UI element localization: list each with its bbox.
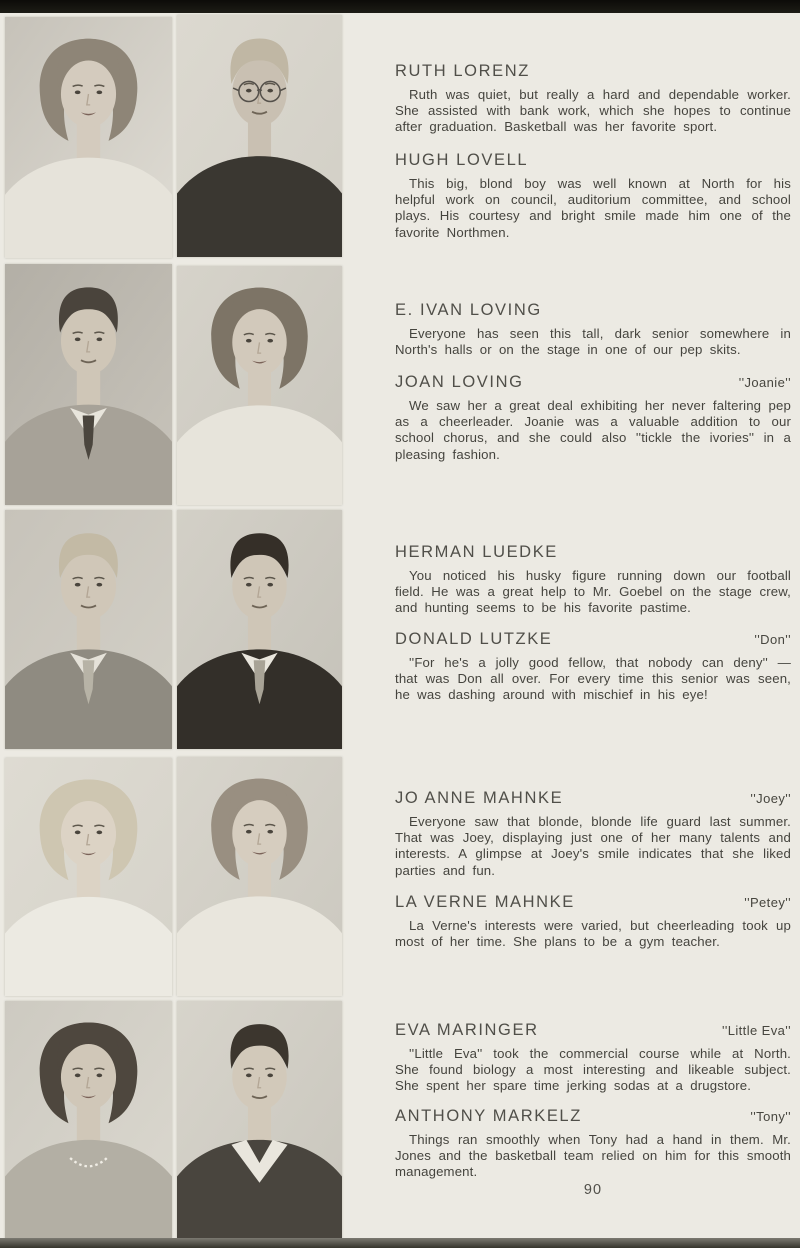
portrait-photo-hugh-lovell [177, 15, 342, 257]
entry-header [395, 893, 791, 912]
student-bio: You noticed his husky figure running down our football field. He was a great help to Mr. Goebel on the stage crew, and hunting seems to be his favorite pastime. [395, 568, 791, 616]
student-name: RUTH LORENZ [395, 62, 530, 80]
portrait-photo-ruth-lorenz [5, 17, 172, 258]
student-entry [395, 1021, 791, 1095]
entry-header [395, 630, 791, 649]
portrait-photo-la-verne-mahnke [177, 757, 342, 996]
student-entry [395, 543, 791, 617]
student-nickname: ''Joey'' [750, 791, 791, 806]
portrait-photo-herman-luedke [5, 510, 172, 749]
student-entry [395, 893, 791, 950]
scan-top-band [0, 0, 800, 13]
student-name: JOAN LOVING [395, 373, 524, 391]
student-bio: Everyone has seen this tall, dark senior somewhere in North's halls or on the stage in one of our pep skits. [395, 326, 791, 358]
portrait-photo-joan-loving [177, 266, 342, 505]
portrait-photo-jo-anne-mahnke [5, 758, 172, 996]
student-entry [395, 1107, 791, 1181]
entry-header [395, 373, 791, 392]
scan-bottom-band [0, 1238, 800, 1248]
student-nickname: ''Little Eva'' [721, 1023, 791, 1038]
portrait-photo-eva-maringer [5, 1001, 172, 1239]
student-name: JO ANNE MAHNKE [395, 789, 564, 807]
student-bio: La Verne's interests were varied, but cheerleading took up most of her time. She plans to be a gym teacher. [395, 918, 791, 950]
portrait-photo-donald-lutzke [177, 510, 342, 749]
entry-header [395, 1107, 791, 1126]
student-name: HUGH LOVELL [395, 151, 529, 169]
student-name: ANTHONY MARKELZ [395, 1107, 582, 1125]
student-entry [395, 789, 791, 879]
student-bio: This big, blond boy was well known at North for his helpful work on council, auditorium committee, and school plays. His courtesy and bright smile made him one of the favorite Northmen. [395, 176, 791, 240]
entry-header [395, 543, 791, 562]
student-nickname: ''Petey'' [744, 895, 791, 910]
entry-header [395, 1021, 791, 1040]
student-bio: Everyone saw that blonde, blonde life guard last summer. That was Joey, displaying just one of her many talents and interests. A glimpse at Joey's smile indicates that she liked parties and fun. [395, 814, 791, 878]
student-entry [395, 630, 791, 704]
student-entry [395, 62, 791, 136]
student-bio: ''For he's a jolly good fellow, that nobody can deny'' — that was Don all over. For every time this senior was seen, he was dashing around with mischief in his eye! [395, 655, 791, 703]
student-bio: ''Little Eva'' took the commercial course while at North. She found biology a most interesting and likeable subject. She spent her spare time jerking sodas at a drugstore. [395, 1046, 791, 1094]
student-nickname: ''Don'' [754, 632, 791, 647]
portrait-photo-anthony-markelz [177, 1001, 342, 1239]
student-entry [395, 151, 791, 241]
entry-header [395, 301, 791, 320]
student-nickname: ''Tony'' [750, 1109, 791, 1124]
student-name: HERMAN LUEDKE [395, 543, 558, 561]
student-name: LA VERNE MAHNKE [395, 893, 575, 911]
student-name: EVA MARINGER [395, 1021, 539, 1039]
entry-header [395, 151, 791, 170]
student-entry [395, 373, 791, 463]
student-name: E. IVAN LOVING [395, 301, 542, 319]
student-bio: Things ran smoothly when Tony had a hand in them. Mr. Jones and the basketball team relied on him for this smooth management. [395, 1132, 791, 1180]
student-entry [395, 301, 791, 358]
entry-header [395, 62, 791, 81]
student-name: DONALD LUTZKE [395, 630, 553, 648]
portrait-photo-e-ivan-loving [5, 264, 172, 505]
student-bio: Ruth was quiet, but really a hard and dependable worker. She assisted with bank work, which she hopes to continue after graduation. Basketball was her favorite sport. [395, 87, 791, 135]
entry-header [395, 789, 791, 808]
student-bio: We saw her a great deal exhibiting her never faltering pep as a cheerleader. Joanie was a valuable addition to our school chorus, and she could also ''tickle the ivories'' in a pleasing fashion. [395, 398, 791, 462]
page-number: 90 [583, 1182, 603, 1198]
student-nickname: ''Joanie'' [738, 375, 791, 390]
